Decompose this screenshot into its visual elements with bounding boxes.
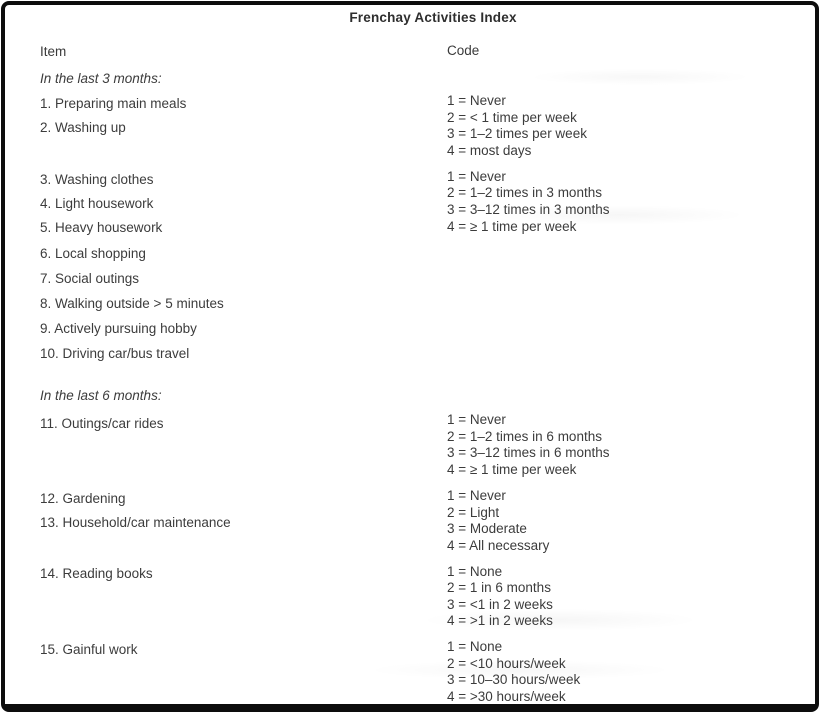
code-intensity-4: 4 = All necessary xyxy=(447,538,550,553)
code-intensity-3: 3 = Moderate xyxy=(447,521,527,536)
column-header-code: Code xyxy=(447,43,480,58)
item-12: 12. Gardening xyxy=(40,491,126,506)
item-5: 5. Heavy housework xyxy=(40,220,163,235)
item-1: 1. Preparing main meals xyxy=(40,96,187,111)
item-15: 15. Gainful work xyxy=(40,642,138,657)
code-3-month-frequency-3: 3 = 3–12 times in 3 months xyxy=(447,202,610,217)
code-weekly-frequency-2: 2 = < 1 time per week xyxy=(447,110,577,125)
item-14: 14. Reading books xyxy=(40,566,153,581)
code-6-month-frequency-2: 2 = 1–2 times in 6 months xyxy=(447,429,602,444)
code-weekly-frequency-3: 3 = 1–2 times per week xyxy=(447,126,587,141)
code-6-month-frequency-3: 3 = 3–12 times in 6 months xyxy=(447,445,610,460)
code-reading-frequency-1: 1 = None xyxy=(447,564,503,579)
code-3-month-frequency-2: 2 = 1–2 times in 3 months xyxy=(447,185,602,200)
code-work-hours-2: 2 = <10 hours/week xyxy=(447,656,566,671)
code-reading-frequency-4: 4 = >1 in 2 weeks xyxy=(447,613,553,628)
code-3-month-frequency-4: 4 = ≥ 1 time per week xyxy=(447,219,577,234)
item-11: 11. Outings/car rides xyxy=(40,416,164,431)
code-weekly-frequency-4: 4 = most days xyxy=(447,143,532,158)
item-10: 10. Driving car/bus travel xyxy=(40,346,190,361)
section-heading-6-months: In the last 6 months: xyxy=(40,388,162,403)
code-reading-frequency-3: 3 = <1 in 2 weeks xyxy=(447,597,553,612)
code-6-month-frequency-1: 1 = Never xyxy=(447,412,506,427)
code-work-hours-4: 4 = >30 hours/week xyxy=(447,689,566,704)
code-intensity-2: 2 = Light xyxy=(447,505,500,520)
item-9: 9. Actively pursuing hobby xyxy=(40,321,197,336)
code-weekly-frequency-1: 1 = Never xyxy=(447,93,506,108)
page-title: Frenchay Activities Index xyxy=(349,10,517,25)
item-7: 7. Social outings xyxy=(40,271,140,286)
code-work-hours-1: 1 = None xyxy=(447,639,503,654)
item-8: 8. Walking outside > 5 minutes xyxy=(40,296,224,311)
item-13: 13. Household/car maintenance xyxy=(40,515,231,530)
item-6: 6. Local shopping xyxy=(40,246,146,261)
item-2: 2. Washing up xyxy=(40,120,126,135)
code-6-month-frequency-4: 4 = ≥ 1 time per week xyxy=(447,462,577,477)
column-header-item: Item xyxy=(40,44,67,59)
code-reading-frequency-2: 2 = 1 in 6 months xyxy=(447,580,551,595)
item-3: 3. Washing clothes xyxy=(40,172,154,187)
code-work-hours-3: 3 = 10–30 hours/week xyxy=(447,672,581,687)
section-heading-3-months: In the last 3 months: xyxy=(40,71,162,86)
code-3-month-frequency-1: 1 = Never xyxy=(447,169,506,184)
item-4: 4. Light housework xyxy=(40,196,154,211)
code-intensity-1: 1 = Never xyxy=(447,488,506,503)
